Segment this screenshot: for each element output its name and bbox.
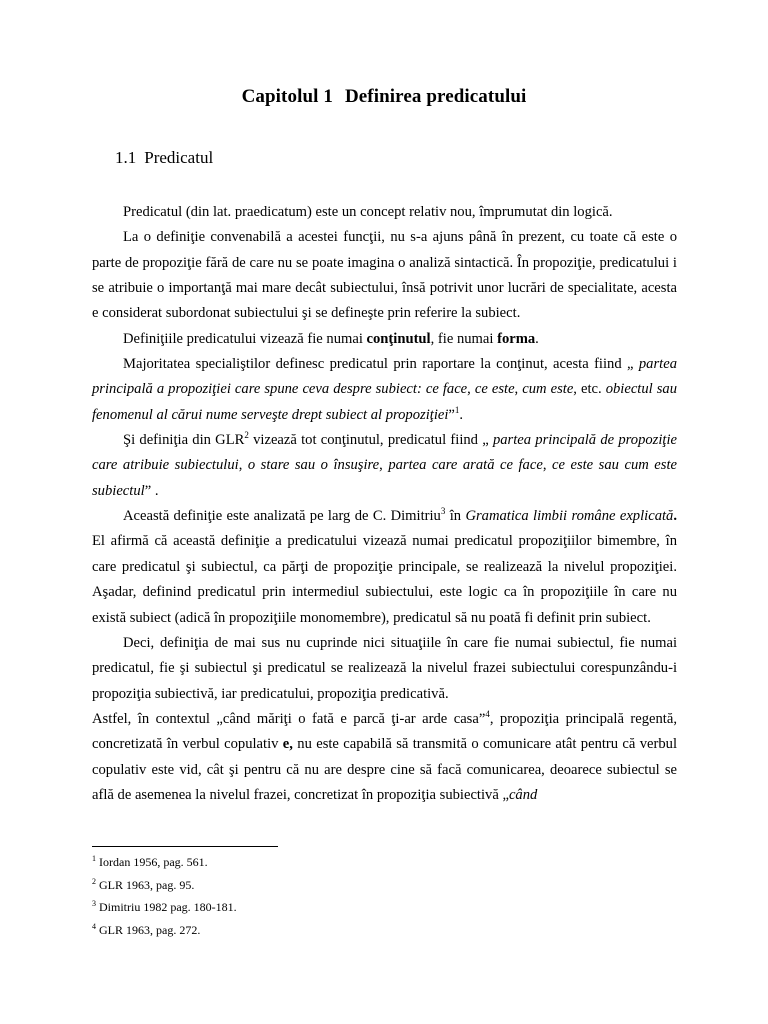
emphasis-content: conţinutul	[366, 330, 431, 347]
chapter-label: Capitolul 1	[241, 86, 333, 107]
paragraph-3: Definiţiile predicatului vizează fie numai conţinutul, fie numai forma.	[123, 330, 539, 347]
section-heading	[115, 148, 213, 168]
section-name: Predicatul	[144, 148, 214, 167]
footnote-1: $^1$ Iordan 1956, pag. 561.	[92, 854, 208, 869]
paragraph-8: Astfel, în contextul „când măriţi o fată e parcă ţi-ar arde casa”$^4$, propoziţia principală regentă, concretizată în verbul copulativ e, nu este capabilă să transmită o comunicare atât pentru că verbul copulativ este vid, cât şi pentru că nu are despre cine să facă comunicarea, deoarece subiectul se află de asemenea la nivelul frazei, concretizat în propoziţia subiectivă „când	[92, 709, 677, 803]
paragraph-1: Predicatul (din lat. praedicatum) este un concept relativ nou, împrumutat din logică.	[123, 204, 613, 220]
footnote-ref-3[interactable]: 3	[440, 506, 446, 517]
section-number: 1.1	[115, 148, 137, 167]
emphasis-form: forma	[497, 330, 536, 347]
paragraph-5: Şi definiţia din GLR$^2$ vizează tot conţinutul, predicatul fiind „ partea principală de propoziţie care atribuie subiectului, o stare sau o însuşire, partea care arată ce face, ce este sau cum este subiectul” .	[92, 430, 677, 499]
footnote-4: $^4$ GLR 1963, pag. 272.	[92, 921, 201, 937]
chapter-title	[0, 86, 768, 108]
paragraph-4: Majoritatea specialiştilor definesc predicatul prin raportare la conţinut, acesta fiind „ partea principală a propoziţiei care spune ceva despre subiect: ce face, ce este, cum este, etc. obiectul sau fenomenul al cărui nume serveşte drept subiect al propoziţiei”$^1$.	[92, 356, 678, 423]
book-title: Gramatica limbii române explicată	[465, 508, 674, 525]
paragraph-6: Această definiţie este analizată pe larg de C. Dimitriu$^3$ în Gramatica limbii române explicată. El afirmă că această definiţie a predicatului vizează numai predicatul propoziţiilor bimembre, în care predicatul şi subiectul, ca părţi de propoziţie principale, se realizează la nivelul propoziţiei. Aşadar, definind predicatul prin intermediul subiectului, este logic ca în propoziţiile în care nu există subiect (adică în propoziţiile monomembre), predicatul să nu poată fi definit prin subiect.	[92, 506, 677, 626]
paragraph-2: La o definiţie convenabilă a acestei funcţii, nu s-a ajuns până în prezent, cu toate că este o parte de propoziţie fără de care nu se poate imagina o analiză sintactică. În propoziţie, predicatului i se atribuie o importanţă mai mare decât subiectului, însă potrivit unor lucrări de specialitate, acesta e considerat subordonat subiectului şi se defineşte prin referire la subiect.	[92, 229, 677, 322]
footnote-ref-2[interactable]: 2	[244, 430, 249, 441]
paragraph-7: Deci, definiţia de mai sus nu cuprinde nici situaţiile în care fie numai subiectul, fie numai predicatul, fie şi subiectul şi predicatul se realizează la nivelul frazei subiectului corespunzându-i propoziţia subiectivă, iar predicatului, propoziţia predicativă.	[92, 634, 677, 702]
footnote-2: $^2$ GLR 1963, pag. 95.	[92, 876, 195, 892]
footnote-ref-1[interactable]: 1	[454, 404, 460, 415]
chapter-name: Definirea predicatului	[344, 86, 527, 107]
body-text	[92, 200, 677, 808]
footnote-3: $^3$ Dimitriu 1982 pag. 180-181.	[92, 899, 237, 914]
footnote-ref-4[interactable]: 4	[485, 709, 490, 720]
footnotes	[92, 851, 237, 941]
footnote-divider	[92, 846, 278, 847]
